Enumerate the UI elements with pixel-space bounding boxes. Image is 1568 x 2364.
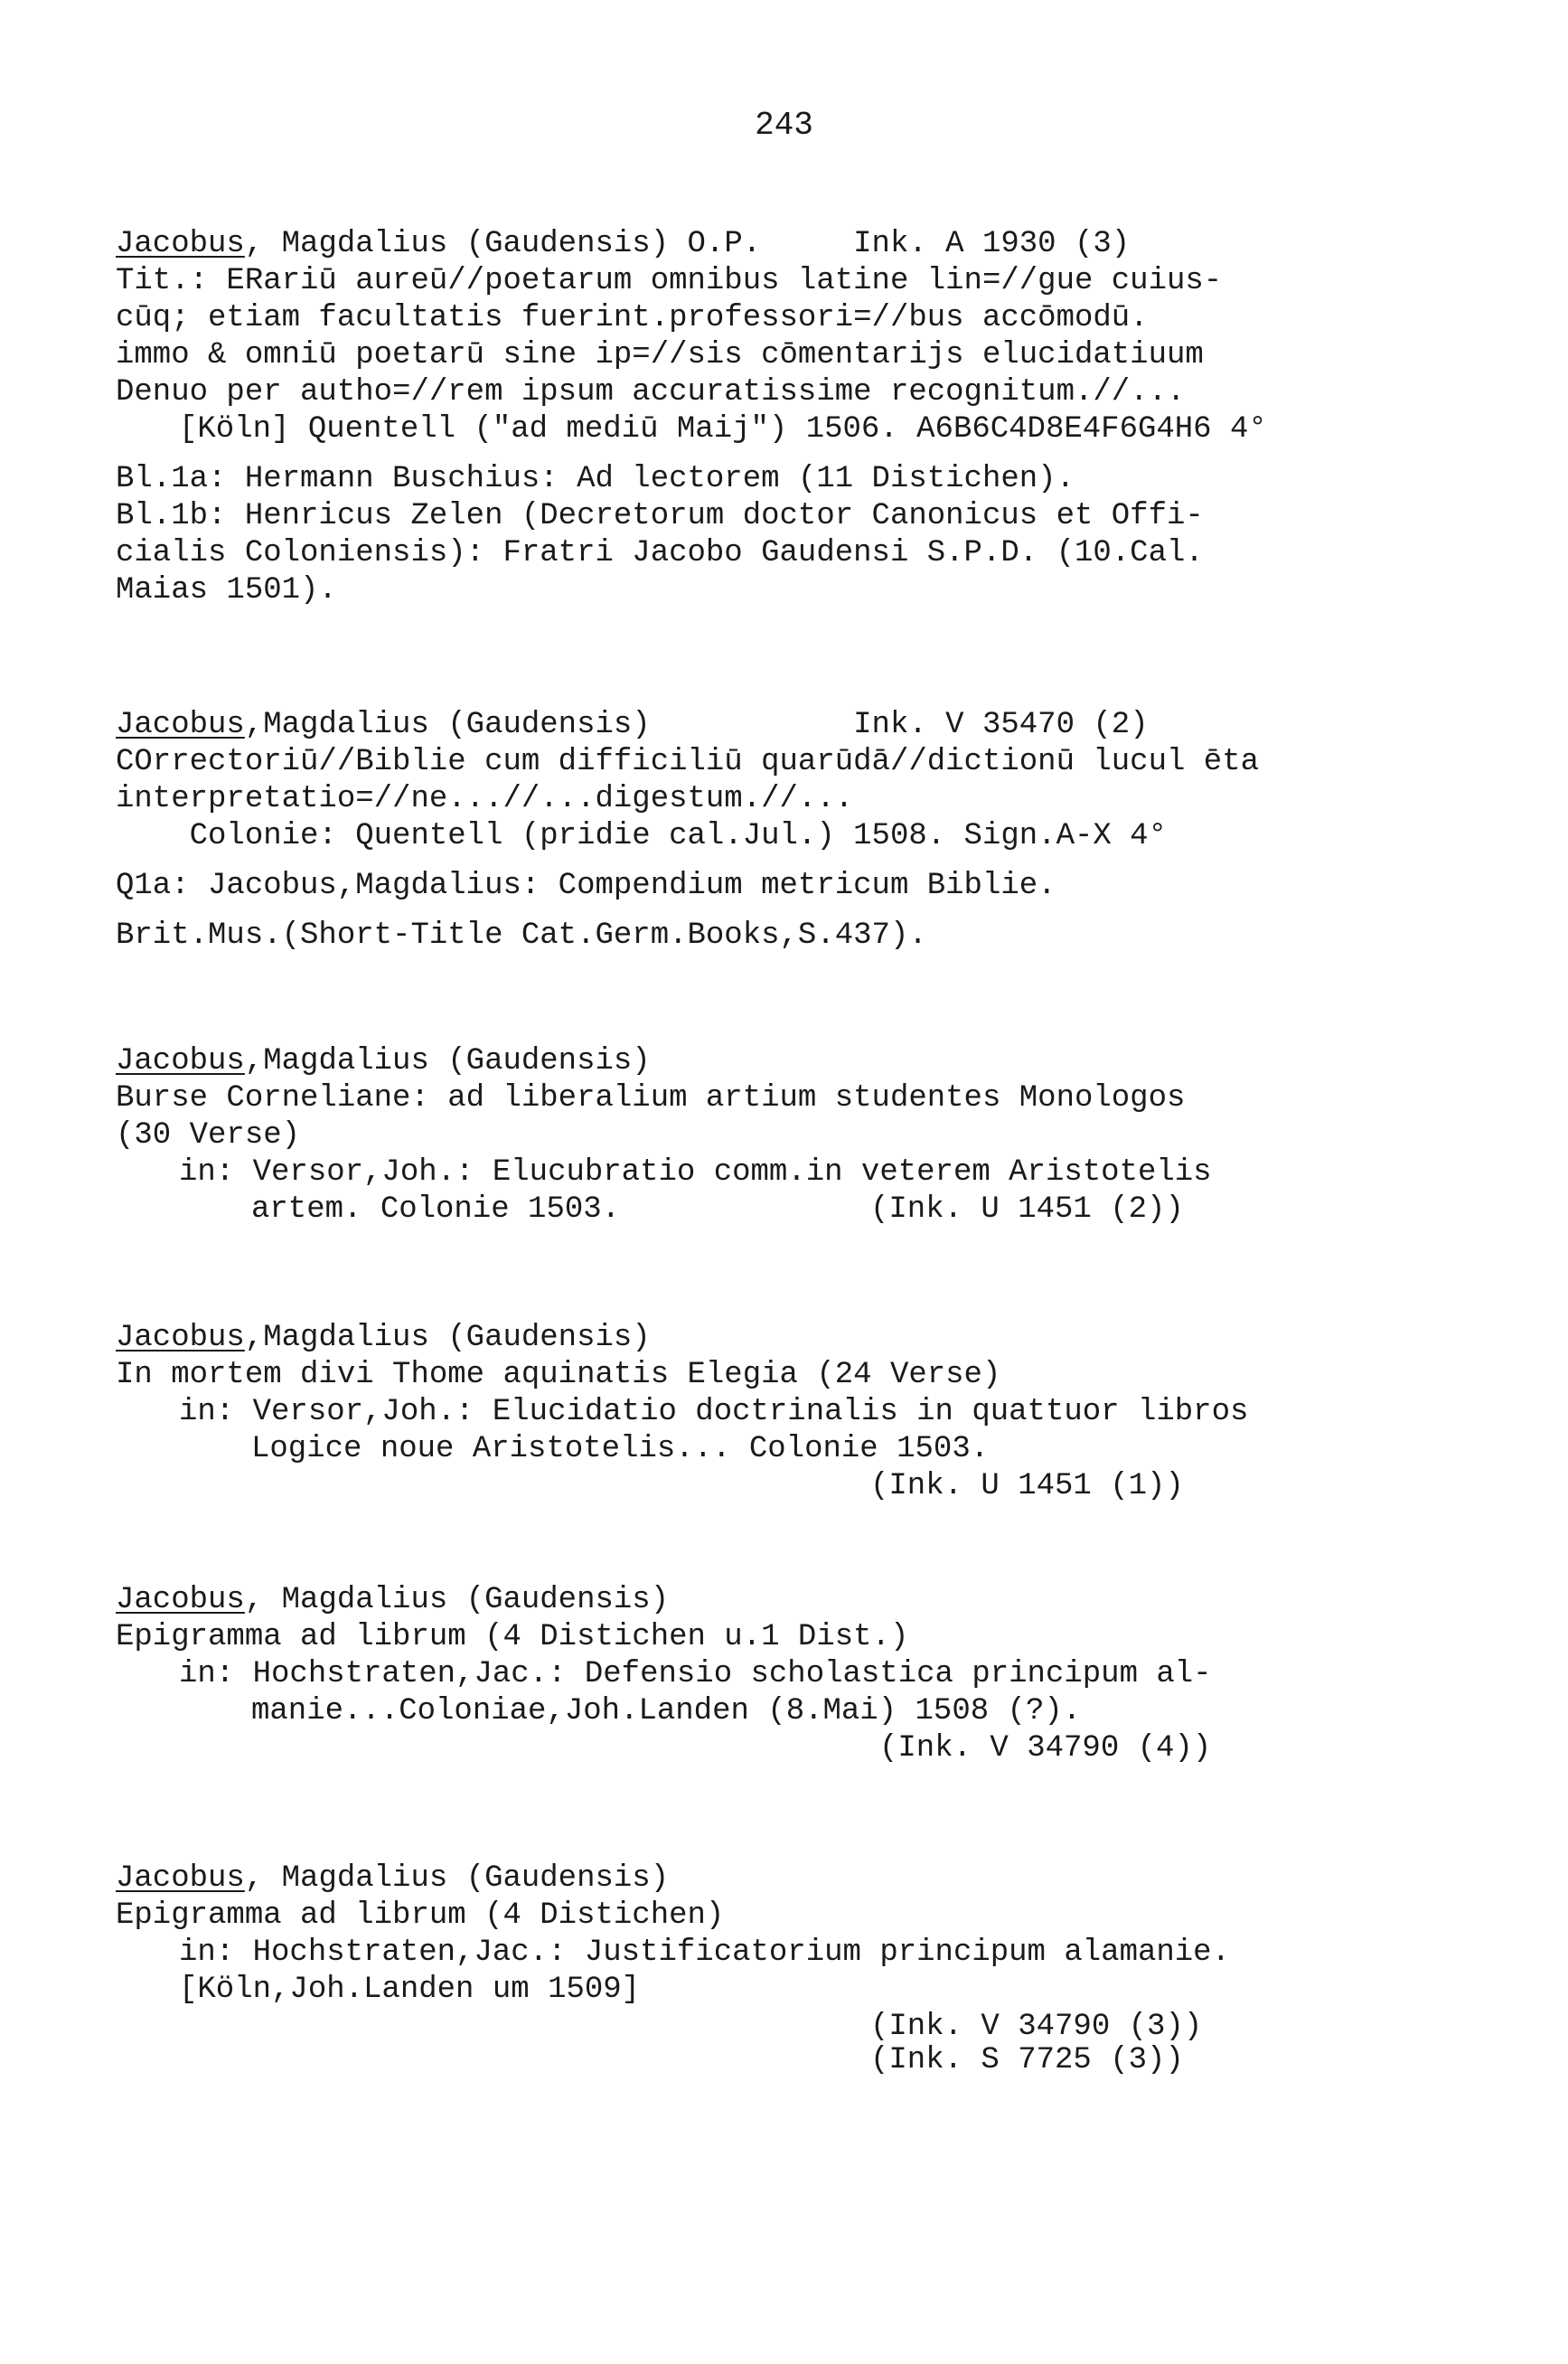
bibliography-entry [116,1043,1318,1229]
entry-title-line: (30 Verse) [116,1118,301,1153]
entry-heading: Jacobus, Magdalius (Gaudensis) [116,1583,670,1617]
entry-note: Bl.1a: Hermann Buschius: Ad lectorem (11 Distichen). [116,462,1075,496]
entry-author-name: Jacobus [116,1321,245,1355]
entry-title-line: Burse Corneliane: ad liberalium artium studentes Monologos [116,1081,1186,1116]
entry-note: Brit.Mus.(Short-Title Cat.Germ.Books,S.437). [116,918,927,953]
entry-source: in: Hochstraten,Jac.: Defensio scholastica principum al- [179,1657,1212,1691]
bibliography-entry [116,1860,1318,2077]
page-number: 243 [755,107,813,144]
entry-note: Q1a: Jacobus,Magdalius: Compendium metricum Biblie. [116,869,1056,903]
entry-source: Logice noue Aristotelis... Colonie 1503. [251,1432,990,1466]
entry-title-line: cūq; etiam facultatis fuerint.professori=//bus accōmodū. [116,301,1149,335]
bibliography-entry [116,707,1318,955]
entry-shelfmark: (Ink. S 7725 (3)) [870,2043,1184,2077]
entry-heading: Jacobus,Magdalius (Gaudensis) Ink. V 35470 (2) [116,708,1149,742]
entry-author-name: Jacobus [116,708,245,742]
entry-note: cialis Coloniensis): Fratri Jacobo Gaudensi S.P.D. (10.Cal. [116,536,1204,570]
entry-title-line: COrrectoriū//Biblie cum difficiliū quarūdā//dictionū lucul ēta [116,745,1260,779]
entry-note: Maias 1501). [116,573,337,607]
entry-author-name: Jacobus [116,1044,245,1078]
entry-heading: Jacobus,Magdalius (Gaudensis) [116,1044,651,1078]
entry-source: artem. Colonie 1503. [251,1192,621,1227]
entry-shelfmark: (Ink. V 34790 (3)) [870,2010,1203,2044]
entry-source: in: Versor,Joh.: Elucubratio comm.in veterem Aristotelis [179,1155,1212,1190]
entry-title-line: interpretatio=//ne...//...digestum.//... [116,782,854,816]
entry-source: manie...Coloniae,Joh.Landen (8.Mai) 1508 (?). [251,1694,1082,1728]
entry-imprint: [Köln,Joh.Landen um 1509] [179,1973,641,2007]
entry-author-name: Jacobus [116,227,245,261]
entry-heading: Jacobus, Magdalius (Gaudensis) [116,1861,670,1896]
entry-source: in: Hochstraten,Jac.: Justificatorium principum alamanie. [179,1935,1230,1970]
entry-title-line: immo & omniū poetarū sine ip=//sis cōmentarijs elucidatiuum [116,338,1204,372]
entry-note: Bl.1b: Henricus Zelen (Decretorum doctor Canonicus et Offi- [116,499,1204,533]
entry-author-name: Jacobus [116,1583,245,1617]
entry-title-line: Denuo per autho=//rem ipsum accuratissime recognitum.//... [116,375,1186,410]
entry-title-line: In mortem divi Thome aquinatis Elegia (24 Verse) [116,1358,1001,1392]
bibliography-entry [116,1320,1318,1505]
entry-title-line: Epigramma ad librum (4 Distichen) [116,1898,725,1933]
entry-shelfmark: (Ink. V 34790 (4)) [879,1731,1212,1766]
entry-title-line: Tit.: ERariū aureū//poetarum omnibus latine lin=//gue cuius- [116,264,1223,298]
bibliography-entry [116,226,1318,609]
entry-title-line: Epigramma ad librum (4 Distichen u.1 Dist.) [116,1620,909,1654]
entry-shelfmark: (Ink. U 1451 (1)) [870,1469,1184,1503]
entry-imprint: [Köln] Quentell ("ad mediū Maij") 1506. A6B6C4D8E4F6G4H6 4° [179,412,1267,447]
bibliography-entry [116,1582,1318,1767]
entry-heading: Jacobus,Magdalius (Gaudensis) [116,1321,651,1355]
entry-source: in: Versor,Joh.: Elucidatio doctrinalis in quattuor libros [179,1395,1249,1429]
entry-heading: Jacobus, Magdalius (Gaudensis) O.P. Ink. A 1930 (3) [116,227,1131,261]
entry-imprint: Colonie: Quentell (pridie cal.Jul.) 1508. Sign.A-X 4° [116,819,1167,853]
entry-shelfmark: (Ink. U 1451 (2)) [870,1192,1184,1227]
entry-author-name: Jacobus [116,1861,245,1896]
